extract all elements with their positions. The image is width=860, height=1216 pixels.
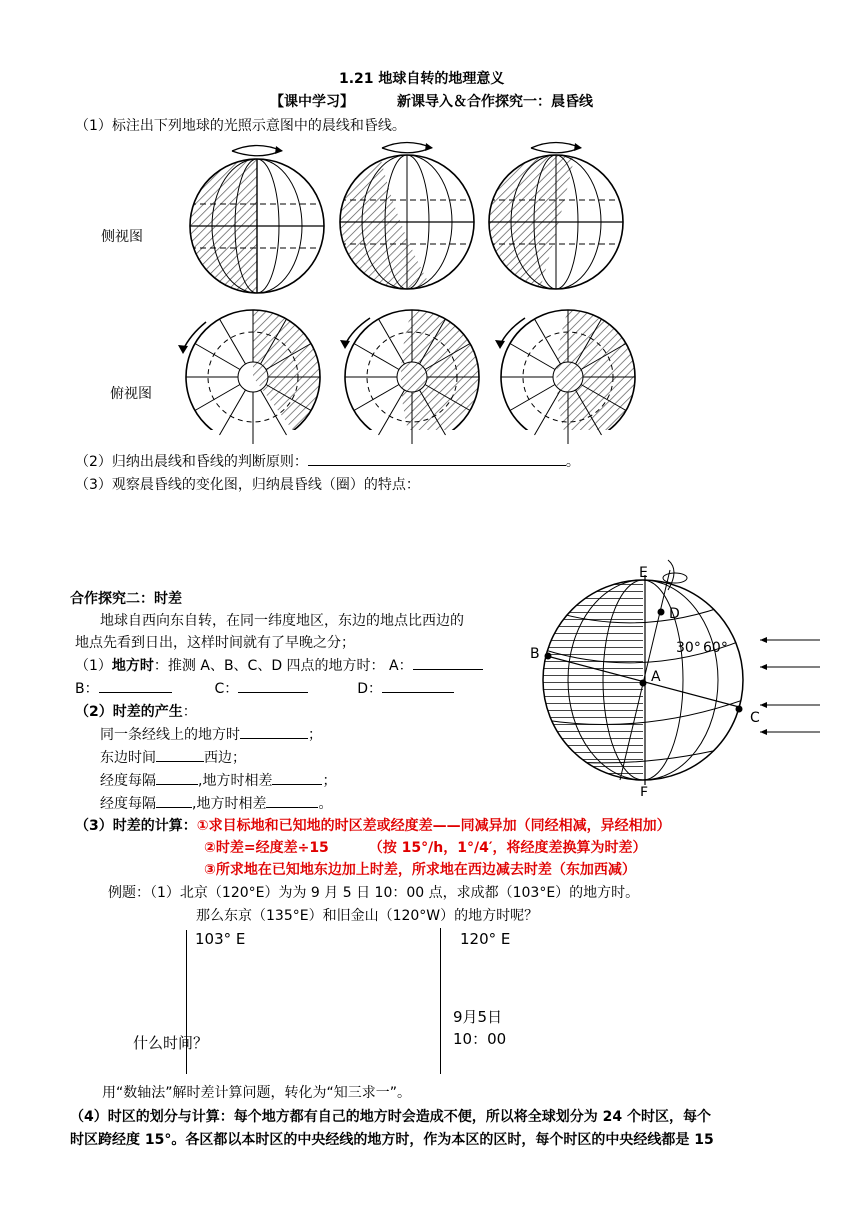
- cause-heading: [75, 701, 197, 721]
- local-time-bcd: [75, 678, 454, 698]
- explore2-intro-1: 地球自西向东自转，在同一纬度地区，东边的地点比西边的: [100, 613, 464, 629]
- local-time-text: ：推测 A、B、C、D 四点的地方时： A：: [153, 658, 413, 674]
- label-lat60: 60°: [703, 640, 728, 656]
- q2-end: 。: [565, 454, 580, 470]
- explore2-heading: 合作探究二：时差: [70, 591, 182, 607]
- cause-2: [100, 747, 246, 767]
- cause-3b: ,地方时相差: [198, 773, 273, 789]
- left-longitude: 103° E: [195, 930, 246, 948]
- calc-colon: ：: [182, 818, 197, 834]
- label-c: C: [750, 710, 760, 726]
- rule-2a: ②时差=经度差÷15: [204, 840, 329, 856]
- question-3: （3）观察晨昏线的变化图，归纳晨昏线（圈）的特点：: [75, 477, 420, 493]
- cause-4a: 经度每隔: [100, 796, 156, 812]
- cause-4-blank-b[interactable]: [266, 793, 318, 808]
- section-tag: 【课中学习】: [270, 94, 354, 110]
- label-a: A: [651, 669, 661, 685]
- page-title: 1.21 地球自转的地理意义: [339, 71, 505, 87]
- explore2-intro-2: 地点先看到日出，这样时间就有了早晚之分；: [75, 635, 355, 651]
- label-b: B: [530, 646, 540, 662]
- cause-heading-text: （2）时差的产生: [75, 704, 183, 720]
- label-d: D: [669, 606, 680, 622]
- rule-1: ①求目标地和已知地的时区差或经度差——同减异加（同经相减，异经相加）: [196, 818, 671, 834]
- q2-answer-blank[interactable]: [308, 451, 566, 466]
- calc-heading: [75, 815, 671, 835]
- cause-colon: ：: [182, 704, 197, 720]
- cause-4-end: 。: [318, 796, 333, 812]
- cause-3: [100, 770, 336, 790]
- cause-2a: 东边时间: [100, 750, 156, 766]
- side-view-label: 侧视图: [101, 229, 143, 245]
- q4-line-1: （4）时区的划分与计算：每个地方都有自己的地方时会造成不便，所以将全球划分为 24 个时区，每个: [70, 1109, 711, 1125]
- cause-3-end: ；: [322, 773, 337, 789]
- b-label: B：: [75, 681, 99, 697]
- label-e: E: [639, 565, 648, 581]
- known-date: 9月5日: [453, 1008, 503, 1026]
- answer-a-blank[interactable]: [413, 655, 483, 670]
- section-subtitle: 新课导入＆合作探究一：晨昏线: [397, 94, 593, 110]
- cause-2-blank[interactable]: [156, 747, 204, 762]
- cause-1-end: ；: [308, 727, 322, 743]
- c-label: C：: [214, 681, 239, 697]
- cause-4-blank-a[interactable]: [156, 793, 192, 808]
- local-time-line: [75, 655, 483, 675]
- cause-2b: 西边；: [204, 750, 246, 766]
- local-time-num: （1）: [75, 658, 112, 674]
- local-time-label: 地方时: [111, 658, 154, 674]
- cause-3-blank-a[interactable]: [156, 770, 198, 785]
- number-axis-note: 用“数轴法”解时差计算问题，转化为“知三求一”。: [102, 1085, 412, 1101]
- known-time: 10：00: [453, 1030, 507, 1048]
- question-1: （1）标注出下列地球的光照示意图中的晨线和昏线。: [75, 118, 406, 134]
- cause-3a: 经度每隔: [100, 773, 156, 789]
- cause-4: [100, 793, 332, 813]
- calc-heading-text: （3）时差的计算: [75, 818, 183, 834]
- rule-3: ③所求地在已知地东边加上时差，所求地在西边减去时差（东加西减）: [204, 862, 636, 878]
- label-lat30: 30°: [676, 640, 701, 656]
- cause-1-blank[interactable]: [240, 724, 308, 739]
- time-globe-diagram: [525, 556, 855, 796]
- d-label: D：: [357, 681, 382, 697]
- top-view-label: 俯视图: [110, 386, 152, 402]
- question-2: [75, 451, 580, 471]
- cause-3-blank-b[interactable]: [272, 770, 322, 785]
- answer-b-blank[interactable]: [99, 678, 172, 693]
- axis-right: [440, 928, 441, 1074]
- rule-2: [204, 837, 647, 857]
- example-line-2: 那么东京（135°E）和旧金山（120°W）的地方时呢？: [196, 908, 539, 924]
- cause-1-text: 同一条经线上的地方时: [100, 727, 240, 743]
- right-longitude: 120° E: [460, 930, 511, 948]
- cause-1: [100, 724, 322, 744]
- example-line-1: 例题：（1）北京（120°E）为为 9 月 5 日 10：00 点，求成都（103°E）的地方时。: [108, 885, 640, 901]
- answer-d-blank[interactable]: [382, 678, 454, 693]
- label-f: F: [640, 785, 649, 796]
- rule-2b: （按 15°/h，1°/4′，将经度差换算为时差）: [368, 840, 647, 856]
- cause-4b: ,地方时相差: [192, 796, 267, 812]
- question-2-text: （2）归纳出晨线和昏线的判断原则：: [75, 454, 308, 470]
- q4-line-2: 时区跨经度 15°。各区都以本时区的中央经线的地方时，作为本区的区时，每个时区的中央经线都是 15: [70, 1132, 714, 1148]
- answer-c-blank[interactable]: [238, 678, 308, 693]
- unknown-time: 什么时间？: [133, 1034, 209, 1052]
